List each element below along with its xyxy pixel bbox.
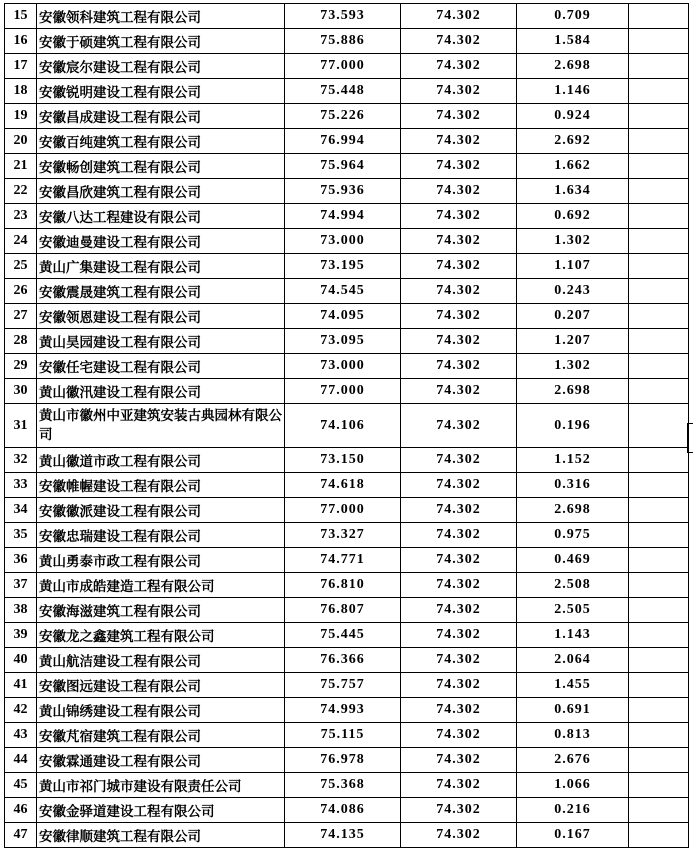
table-row: [5, 129, 689, 154]
row-index: 38: [5, 598, 37, 623]
row-index: 35: [5, 523, 37, 548]
note-cell: [629, 129, 689, 154]
base-value: 74.302: [401, 473, 517, 498]
row-index: 28: [5, 329, 37, 354]
note-cell: [629, 304, 689, 329]
base-value: 74.302: [401, 4, 517, 29]
base-value: 74.302: [401, 304, 517, 329]
score-value: 77.000: [285, 54, 401, 79]
deviation-value: 2.508: [517, 573, 629, 598]
row-index: 16: [5, 29, 37, 54]
row-index: 42: [5, 698, 37, 723]
deviation-value: 1.662: [517, 154, 629, 179]
deviation-value: 0.196: [517, 404, 629, 448]
base-value: 74.302: [401, 54, 517, 79]
table-row: [5, 179, 689, 204]
table-row: [5, 279, 689, 304]
note-cell: [629, 823, 689, 848]
note-cell: [629, 104, 689, 129]
row-index: 21: [5, 154, 37, 179]
company-name: 安徽帷幄建设工程有限公司: [37, 473, 285, 498]
base-value: 74.302: [401, 823, 517, 848]
base-value: 74.302: [401, 698, 517, 723]
deviation-value: 1.584: [517, 29, 629, 54]
row-index: 47: [5, 823, 37, 848]
base-value: 74.302: [401, 548, 517, 573]
row-index: 19: [5, 104, 37, 129]
table-row: [5, 79, 689, 104]
row-index: 33: [5, 473, 37, 498]
note-cell: [629, 329, 689, 354]
score-value: 74.106: [285, 404, 401, 448]
note-cell: [629, 448, 689, 473]
score-value: 74.135: [285, 823, 401, 848]
note-cell: [629, 473, 689, 498]
deviation-value: 0.216: [517, 798, 629, 823]
row-index: 20: [5, 129, 37, 154]
base-value: 74.302: [401, 404, 517, 448]
note-cell: [629, 279, 689, 304]
table-row: [5, 304, 689, 329]
note-cell: [629, 773, 689, 798]
score-value: 75.964: [285, 154, 401, 179]
row-index: 37: [5, 573, 37, 598]
company-name: 安徽畅创建筑工程有限公司: [37, 154, 285, 179]
base-value: 74.302: [401, 448, 517, 473]
company-name: 安徽图远建设工程有限公司: [37, 673, 285, 698]
score-value: 74.545: [285, 279, 401, 304]
company-name: 黄山市祁门城市建设有限责任公司: [37, 773, 285, 798]
company-name: 安徽于硕建筑工程有限公司: [37, 29, 285, 54]
row-index: 36: [5, 548, 37, 573]
base-value: 74.302: [401, 254, 517, 279]
score-value: 74.993: [285, 698, 401, 723]
score-value: 73.000: [285, 354, 401, 379]
table-row: [5, 623, 689, 648]
deviation-value: 0.813: [517, 723, 629, 748]
score-value: 73.150: [285, 448, 401, 473]
base-value: 74.302: [401, 279, 517, 304]
table-row: [5, 523, 689, 548]
row-index: 23: [5, 204, 37, 229]
score-value: 74.086: [285, 798, 401, 823]
deviation-value: 2.692: [517, 129, 629, 154]
score-value: 75.226: [285, 104, 401, 129]
table-row: [5, 573, 689, 598]
base-value: 74.302: [401, 354, 517, 379]
company-name: 安徽海滋建筑工程有限公司: [37, 598, 285, 623]
deviation-value: 0.469: [517, 548, 629, 573]
note-cell: [629, 648, 689, 673]
deviation-value: 0.691: [517, 698, 629, 723]
table-row: [5, 154, 689, 179]
row-index: 34: [5, 498, 37, 523]
note-cell: [629, 354, 689, 379]
note-cell: [629, 4, 689, 29]
table-row: [5, 229, 689, 254]
company-name: 安徽徽派建设工程有限公司: [37, 498, 285, 523]
deviation-value: 2.064: [517, 648, 629, 673]
note-cell: [629, 404, 689, 448]
score-value: 73.195: [285, 254, 401, 279]
score-value: 75.757: [285, 673, 401, 698]
score-value: 74.095: [285, 304, 401, 329]
base-value: 74.302: [401, 204, 517, 229]
row-index: 30: [5, 379, 37, 404]
company-name: 安徽律顺建筑工程有限公司: [37, 823, 285, 848]
score-value: 76.366: [285, 648, 401, 673]
score-value: 75.115: [285, 723, 401, 748]
note-cell: [629, 573, 689, 598]
score-value: 76.978: [285, 748, 401, 773]
deviation-value: 2.698: [517, 379, 629, 404]
score-value: 73.593: [285, 4, 401, 29]
company-name: 安徽领恩建设工程有限公司: [37, 304, 285, 329]
row-index: 44: [5, 748, 37, 773]
deviation-value: 2.698: [517, 498, 629, 523]
deviation-value: 2.698: [517, 54, 629, 79]
company-name: 黄山徽汛建设工程有限公司: [37, 379, 285, 404]
row-index: 24: [5, 229, 37, 254]
row-index: 31: [5, 404, 37, 448]
company-name: 安徽迪曼建设工程有限公司: [37, 229, 285, 254]
company-name: 黄山徽道市政工程有限公司: [37, 448, 285, 473]
table-row: [5, 354, 689, 379]
note-cell: [629, 154, 689, 179]
table-row: [5, 254, 689, 279]
note-cell: [629, 698, 689, 723]
company-name: 安徽八达工程建设有限公司: [37, 204, 285, 229]
base-value: 74.302: [401, 748, 517, 773]
row-index: 18: [5, 79, 37, 104]
score-value: 75.445: [285, 623, 401, 648]
table-row: [5, 379, 689, 404]
page-edge-mark: [687, 423, 693, 453]
company-name: 安徽龙之鑫建筑工程有限公司: [37, 623, 285, 648]
base-value: 74.302: [401, 623, 517, 648]
table-row: [5, 4, 689, 29]
note-cell: [629, 798, 689, 823]
deviation-value: 0.975: [517, 523, 629, 548]
row-index: 29: [5, 354, 37, 379]
deviation-value: 0.207: [517, 304, 629, 329]
score-value: 77.000: [285, 379, 401, 404]
note-cell: [629, 548, 689, 573]
score-value: 74.618: [285, 473, 401, 498]
row-index: 45: [5, 773, 37, 798]
score-value: 74.771: [285, 548, 401, 573]
base-value: 74.302: [401, 154, 517, 179]
score-value: 74.994: [285, 204, 401, 229]
company-name: 安徽宸尔建设工程有限公司: [37, 54, 285, 79]
table-row: [5, 329, 689, 354]
deviation-value: 2.676: [517, 748, 629, 773]
company-name: 黄山市徽州中亚建筑安装古典园林有限公司: [37, 404, 285, 448]
deviation-value: 2.505: [517, 598, 629, 623]
row-index: 15: [5, 4, 37, 29]
score-value: 75.368: [285, 773, 401, 798]
table-row: [5, 748, 689, 773]
company-name: 安徽芃宿建筑工程有限公司: [37, 723, 285, 748]
score-value: 73.095: [285, 329, 401, 354]
base-value: 74.302: [401, 523, 517, 548]
company-name: 安徽领科建筑工程有限公司: [37, 4, 285, 29]
row-index: 25: [5, 254, 37, 279]
note-cell: [629, 204, 689, 229]
table-row: [5, 598, 689, 623]
deviation-value: 1.066: [517, 773, 629, 798]
row-index: 46: [5, 798, 37, 823]
base-value: 74.302: [401, 104, 517, 129]
deviation-value: 1.143: [517, 623, 629, 648]
score-value: 76.994: [285, 129, 401, 154]
note-cell: [629, 598, 689, 623]
row-index: 22: [5, 179, 37, 204]
table-row: [5, 548, 689, 573]
note-cell: [629, 498, 689, 523]
company-name: 安徽震晟建筑工程有限公司: [37, 279, 285, 304]
base-value: 74.302: [401, 379, 517, 404]
deviation-value: 1.152: [517, 448, 629, 473]
table-row: [5, 798, 689, 823]
base-value: 74.302: [401, 179, 517, 204]
table-row: [5, 204, 689, 229]
row-index: 27: [5, 304, 37, 329]
table-body: [5, 4, 689, 848]
table-row: [5, 404, 689, 448]
base-value: 74.302: [401, 773, 517, 798]
deviation-value: 1.207: [517, 329, 629, 354]
company-name: 黄山锦绣建设工程有限公司: [37, 698, 285, 723]
row-index: 32: [5, 448, 37, 473]
base-value: 74.302: [401, 723, 517, 748]
company-name: 黄山市成皓建造工程有限公司: [37, 573, 285, 598]
row-index: 41: [5, 673, 37, 698]
company-name: 安徽任宅建设工程有限公司: [37, 354, 285, 379]
base-value: 74.302: [401, 648, 517, 673]
base-value: 74.302: [401, 329, 517, 354]
deviation-value: 1.455: [517, 673, 629, 698]
note-cell: [629, 54, 689, 79]
row-index: 26: [5, 279, 37, 304]
company-name: 安徽昌成建设工程有限公司: [37, 104, 285, 129]
note-cell: [629, 673, 689, 698]
base-value: 74.302: [401, 673, 517, 698]
note-cell: [629, 254, 689, 279]
score-value: 75.886: [285, 29, 401, 54]
company-name: 安徽忠瑞建设工程有限公司: [37, 523, 285, 548]
note-cell: [629, 229, 689, 254]
score-value: 76.810: [285, 573, 401, 598]
deviation-value: 0.243: [517, 279, 629, 304]
note-cell: [629, 748, 689, 773]
company-name: 黄山勇泰市政工程有限公司: [37, 548, 285, 573]
company-name: 黄山广集建设工程有限公司: [37, 254, 285, 279]
table-row: [5, 698, 689, 723]
base-value: 74.302: [401, 598, 517, 623]
deviation-value: 1.107: [517, 254, 629, 279]
row-index: 17: [5, 54, 37, 79]
deviation-value: 0.692: [517, 204, 629, 229]
table-row: [5, 473, 689, 498]
deviation-value: 1.634: [517, 179, 629, 204]
note-cell: [629, 523, 689, 548]
deviation-value: 1.302: [517, 354, 629, 379]
score-value: 77.000: [285, 498, 401, 523]
bid-evaluation-table: [4, 3, 689, 848]
base-value: 74.302: [401, 498, 517, 523]
base-value: 74.302: [401, 229, 517, 254]
table-row: [5, 448, 689, 473]
company-name: 安徽百纯建筑工程有限公司: [37, 129, 285, 154]
deviation-value: 0.924: [517, 104, 629, 129]
table-row: [5, 673, 689, 698]
table-row: [5, 54, 689, 79]
row-index: 40: [5, 648, 37, 673]
table-row: [5, 498, 689, 523]
base-value: 74.302: [401, 573, 517, 598]
score-value: 75.936: [285, 179, 401, 204]
deviation-value: 0.167: [517, 823, 629, 848]
company-name: 黄山昊园建设工程有限公司: [37, 329, 285, 354]
score-value: 73.000: [285, 229, 401, 254]
deviation-value: 1.302: [517, 229, 629, 254]
table-row: [5, 723, 689, 748]
score-value: 76.807: [285, 598, 401, 623]
company-name: 安徽锐明建设工程有限公司: [37, 79, 285, 104]
table-row: [5, 104, 689, 129]
note-cell: [629, 29, 689, 54]
deviation-value: 0.709: [517, 4, 629, 29]
row-index: 39: [5, 623, 37, 648]
table-row: [5, 29, 689, 54]
note-cell: [629, 79, 689, 104]
deviation-value: 1.146: [517, 79, 629, 104]
deviation-value: 0.316: [517, 473, 629, 498]
document-page: [0, 3, 693, 845]
note-cell: [629, 723, 689, 748]
row-index: 43: [5, 723, 37, 748]
table-row: [5, 823, 689, 848]
score-value: 75.448: [285, 79, 401, 104]
note-cell: [629, 623, 689, 648]
note-cell: [629, 379, 689, 404]
company-name: 黄山航洁建设工程有限公司: [37, 648, 285, 673]
base-value: 74.302: [401, 79, 517, 104]
note-cell: [629, 179, 689, 204]
score-value: 73.327: [285, 523, 401, 548]
company-name: 安徽霖通建设工程有限公司: [37, 748, 285, 773]
base-value: 74.302: [401, 129, 517, 154]
company-name: 安徽金驿道建设工程有限公司: [37, 798, 285, 823]
base-value: 74.302: [401, 29, 517, 54]
table-row: [5, 773, 689, 798]
base-value: 74.302: [401, 798, 517, 823]
company-name: 安徽昌欣建筑工程有限公司: [37, 179, 285, 204]
table-row: [5, 648, 689, 673]
